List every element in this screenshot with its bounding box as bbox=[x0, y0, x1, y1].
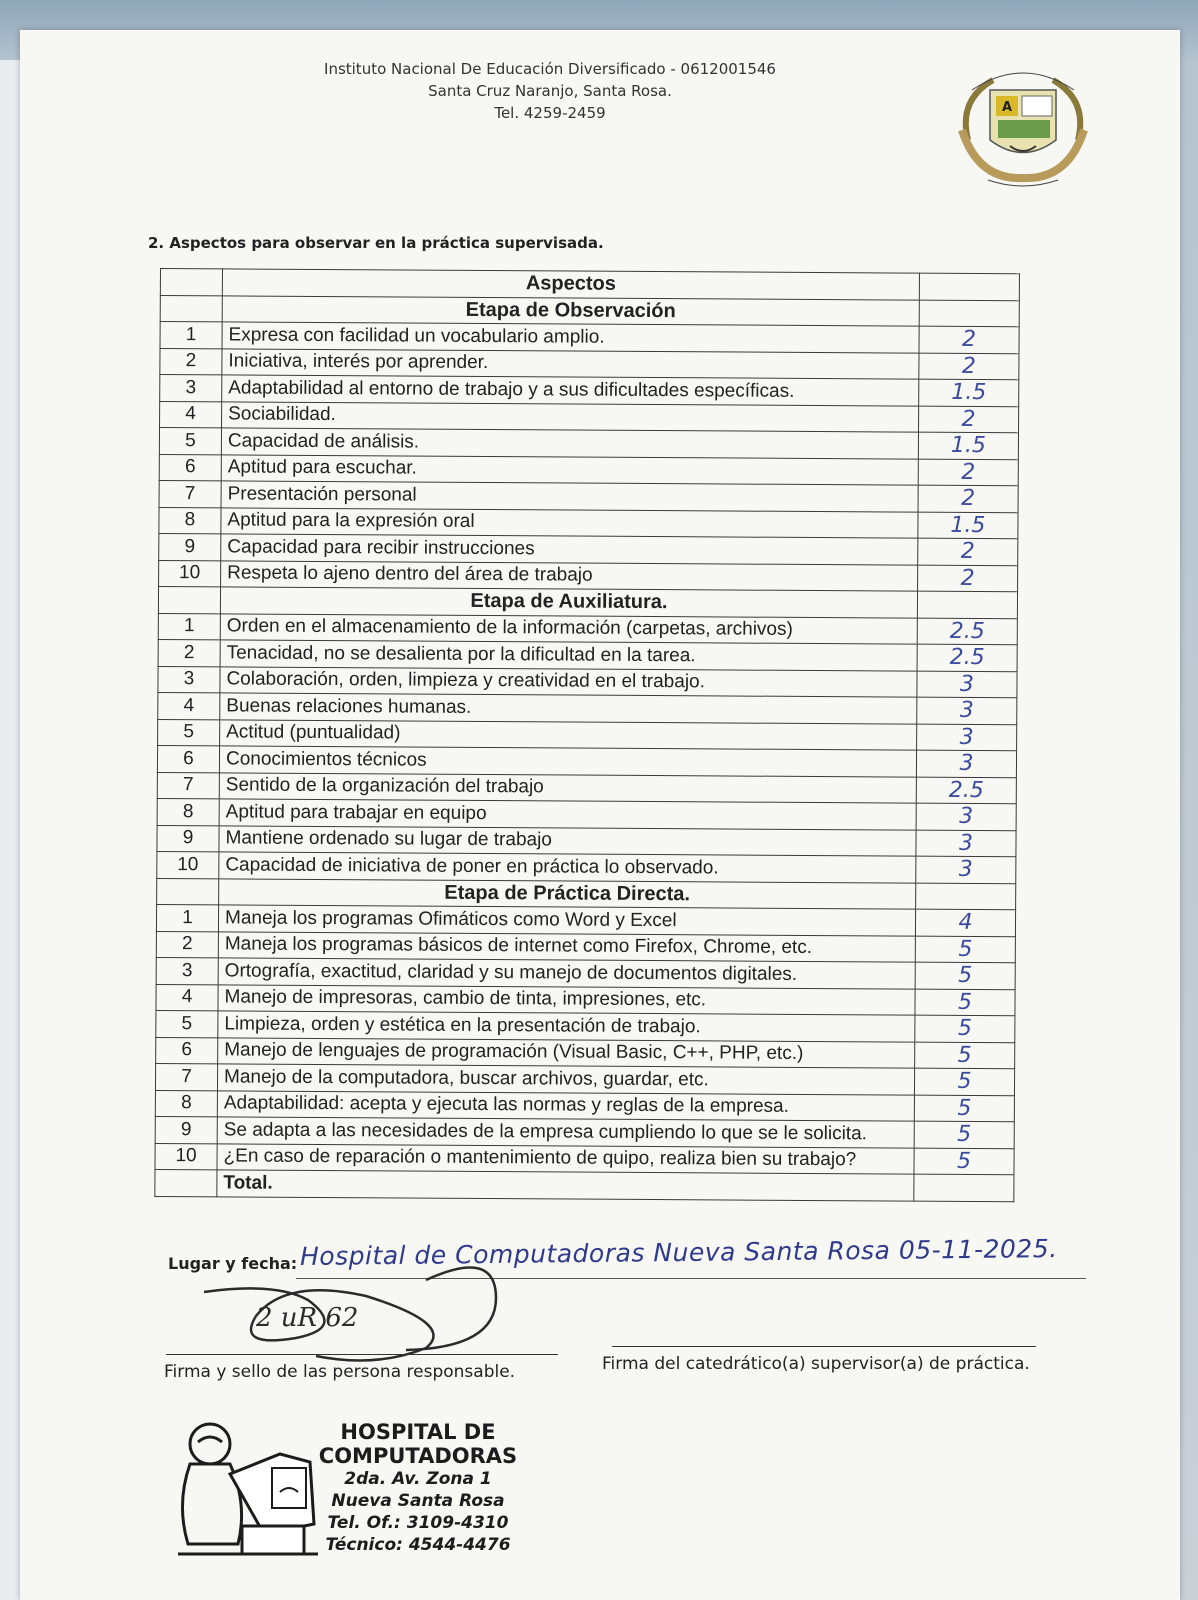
row-number: 3 bbox=[160, 375, 222, 402]
aspects-table bbox=[154, 268, 1020, 1202]
row-score: 2 bbox=[918, 459, 1018, 486]
row-aspect: Aptitud para la expresión oral bbox=[221, 507, 918, 538]
row-score: 3 bbox=[917, 724, 1017, 751]
row-number: 10 bbox=[155, 1143, 217, 1170]
row-aspect: Ortografía, exactitud, claridad y su manejo de documentos digitales. bbox=[218, 958, 915, 989]
row-aspect: Sociabilidad. bbox=[222, 401, 919, 432]
row-score: 2 bbox=[918, 538, 1018, 565]
row-number: 9 bbox=[155, 1116, 217, 1143]
row-number: 8 bbox=[157, 798, 219, 825]
row-number: 7 bbox=[155, 1063, 217, 1090]
row-score: 2.5 bbox=[917, 618, 1017, 645]
place-date-value: Hospital de Computadoras Nueva Santa Rosa 05-11-2025. bbox=[299, 1234, 1058, 1271]
row-score: 2 bbox=[919, 406, 1019, 433]
row-aspect: Maneja los programas Ofimáticos como Word y Excel bbox=[218, 905, 915, 936]
row-score: 2 bbox=[918, 485, 1018, 512]
row-number: 4 bbox=[160, 401, 222, 428]
row-score: 3 bbox=[917, 697, 1017, 724]
row-number: 5 bbox=[158, 719, 220, 746]
row-score: 3 bbox=[916, 803, 1016, 830]
stamp-line-1: HOSPITAL DE bbox=[340, 1420, 496, 1444]
row-score: 3 bbox=[916, 830, 1016, 857]
row-number: 4 bbox=[156, 984, 218, 1011]
stamp-line-4: Nueva Santa Rosa bbox=[331, 1491, 505, 1511]
signature-line-supervisor bbox=[612, 1346, 1036, 1347]
row-number: 2 bbox=[160, 348, 222, 375]
row-aspect: Tenacidad, no se desalienta por la dificultad en la tarea. bbox=[220, 640, 917, 671]
row-number: 1 bbox=[156, 904, 218, 931]
stage-score-cell bbox=[917, 591, 1017, 618]
row-score: 5 bbox=[915, 936, 1015, 963]
row-number: 6 bbox=[157, 745, 219, 772]
stamp-line-3: 2da. Av. Zona 1 bbox=[344, 1469, 492, 1489]
row-score: 2 bbox=[919, 353, 1019, 380]
row-number: 5 bbox=[156, 1010, 218, 1037]
row-number: 3 bbox=[156, 957, 218, 984]
signature-label-responsible: Firma y sello de las persona responsable. bbox=[164, 1362, 516, 1382]
row-number: 7 bbox=[159, 480, 221, 507]
row-score: 1.5 bbox=[918, 512, 1018, 539]
row-aspect: Maneja los programas básicos de internet como Firefox, Chrome, etc. bbox=[218, 931, 915, 962]
row-number: 2 bbox=[156, 931, 218, 958]
row-score: 1.5 bbox=[919, 379, 1019, 406]
row-number: 5 bbox=[159, 428, 221, 455]
row-number: 6 bbox=[156, 1037, 218, 1064]
row-score: 5 bbox=[915, 962, 1015, 989]
row-score: 5 bbox=[915, 989, 1015, 1016]
row-aspect: Orden en el almacenamiento de la información (carpetas, archivos) bbox=[220, 613, 917, 644]
row-score: 5 bbox=[914, 1095, 1014, 1122]
row-number: 1 bbox=[158, 613, 220, 640]
row-aspect: Capacidad para recibir instrucciones bbox=[221, 534, 918, 565]
row-number: 10 bbox=[157, 851, 219, 878]
row-number: 6 bbox=[159, 454, 221, 481]
stage-num-cell bbox=[158, 586, 220, 613]
row-score: 2 bbox=[918, 565, 1018, 592]
background-sheet bbox=[0, 60, 22, 1600]
row-number: 3 bbox=[158, 666, 220, 693]
total-label: Total. bbox=[217, 1170, 914, 1201]
stage-title: Etapa de Auxiliatura. bbox=[220, 587, 917, 618]
row-aspect: Se adapta a las necesidades de la empresa cumpliendo lo que se le solicita. bbox=[217, 1117, 914, 1148]
row-aspect: Colaboración, orden, limpieza y creatividad en el trabajo. bbox=[220, 666, 917, 697]
row-number: 4 bbox=[158, 692, 220, 719]
header-line-1: Instituto Nacional De Educación Diversificado - 0612001546 bbox=[324, 60, 776, 78]
row-aspect: Adaptabilidad: acepta y ejecuta las normas y reglas de la empresa. bbox=[217, 1090, 914, 1121]
stage-title: Etapa de Observación bbox=[222, 295, 919, 326]
row-aspect: Aptitud para escuchar. bbox=[221, 454, 918, 485]
stage-score-cell bbox=[916, 883, 1016, 910]
stamp-text bbox=[318, 1420, 518, 1556]
row-score: 3 bbox=[916, 856, 1016, 883]
row-number: 10 bbox=[159, 560, 221, 587]
row-aspect: Aptitud para trabajar en equipo bbox=[219, 799, 916, 830]
row-score: 2.5 bbox=[916, 777, 1016, 804]
total-num-cell bbox=[155, 1169, 217, 1196]
row-number: 2 bbox=[158, 639, 220, 666]
row-aspect: Iniciativa, interés por aprender. bbox=[222, 348, 919, 379]
row-aspect: Capacidad de análisis. bbox=[221, 428, 918, 459]
row-aspect: Manejo de impresoras, cambio de tinta, impresiones, etc. bbox=[218, 984, 915, 1015]
stamp-line-6: Técnico: 4544-4476 bbox=[325, 1535, 511, 1555]
row-aspect: Respeta lo ajeno dentro del área de trabajo bbox=[221, 560, 918, 591]
signature-line-responsible bbox=[166, 1354, 558, 1355]
row-aspect: Limpieza, orden y estética en la presentación de trabajo. bbox=[218, 1011, 915, 1042]
svg-text:2 uR 62: 2 uR 62 bbox=[256, 1303, 359, 1333]
school-seal-logo bbox=[948, 60, 1098, 195]
table-header: Aspectos bbox=[222, 269, 919, 300]
row-aspect: Expresa con facilidad un vocabulario amplio. bbox=[222, 322, 919, 353]
stage-num-cell bbox=[160, 295, 222, 322]
header-score-cell bbox=[919, 273, 1019, 300]
stage-title: Etapa de Práctica Directa. bbox=[219, 878, 916, 909]
header-num-cell bbox=[160, 269, 222, 296]
row-aspect: Manejo de lenguajes de programación (Visual Basic, C++, PHP, etc.) bbox=[218, 1037, 915, 1068]
row-aspect: Presentación personal bbox=[221, 481, 918, 512]
signature-label-supervisor: Firma del catedrático(a) supervisor(a) de práctica. bbox=[602, 1354, 1030, 1374]
row-score: 5 bbox=[914, 1121, 1014, 1148]
row-aspect: Adaptabilidad al entorno de trabajo y a sus dificultades específicas. bbox=[222, 375, 919, 406]
row-number: 9 bbox=[159, 533, 221, 560]
stage-score-cell bbox=[919, 300, 1019, 327]
row-number: 9 bbox=[157, 825, 219, 852]
svg-text:A: A bbox=[1001, 100, 1013, 115]
section-title: 2. Aspectos para observar en la práctica supervisada. bbox=[148, 234, 604, 252]
row-score: 4 bbox=[915, 909, 1015, 936]
row-score: 3 bbox=[916, 750, 1016, 777]
row-aspect: Sentido de la organización del trabajo bbox=[219, 772, 916, 803]
row-score: 5 bbox=[915, 1015, 1015, 1042]
row-aspect: Capacidad de iniciativa de poner en práctica lo observado. bbox=[219, 852, 916, 883]
row-number: 1 bbox=[160, 322, 222, 349]
row-aspect: Mantiene ordenado su lugar de trabajo bbox=[219, 825, 916, 856]
header-line-3: Tel. 4259-2459 bbox=[494, 104, 606, 122]
row-aspect: Manejo de la computadora, buscar archivos, guardar, etc. bbox=[217, 1064, 914, 1095]
row-aspect: Buenas relaciones humanas. bbox=[220, 693, 917, 724]
header-line-2: Santa Cruz Naranjo, Santa Rosa. bbox=[428, 82, 672, 100]
row-aspect: Actitud (puntualidad) bbox=[220, 719, 917, 750]
row-number: 8 bbox=[155, 1090, 217, 1117]
stamp-line-5: Tel. Of.: 3109-4310 bbox=[327, 1513, 509, 1533]
row-number: 8 bbox=[159, 507, 221, 534]
row-score: 2.5 bbox=[917, 644, 1017, 671]
row-score: 5 bbox=[915, 1042, 1015, 1069]
institution-header bbox=[300, 58, 800, 124]
stage-num-cell bbox=[157, 878, 219, 905]
total-value bbox=[914, 1174, 1014, 1201]
row-score: 3 bbox=[917, 671, 1017, 698]
stamp-line-2: COMPUTADORAS bbox=[318, 1444, 518, 1468]
row-number: 7 bbox=[157, 772, 219, 799]
place-date-label: Lugar y fecha: bbox=[168, 1254, 298, 1273]
total-row bbox=[155, 1169, 1014, 1201]
row-score: 5 bbox=[914, 1148, 1014, 1175]
row-aspect: ¿En caso de reparación o mantenimiento de quipo, realiza bien su trabajo? bbox=[217, 1143, 914, 1174]
row-score: 2 bbox=[919, 326, 1019, 353]
row-score: 5 bbox=[914, 1068, 1014, 1095]
handwritten-signature bbox=[196, 1238, 516, 1368]
row-score: 1.5 bbox=[918, 432, 1018, 459]
row-aspect: Conocimientos técnicos bbox=[219, 746, 916, 777]
